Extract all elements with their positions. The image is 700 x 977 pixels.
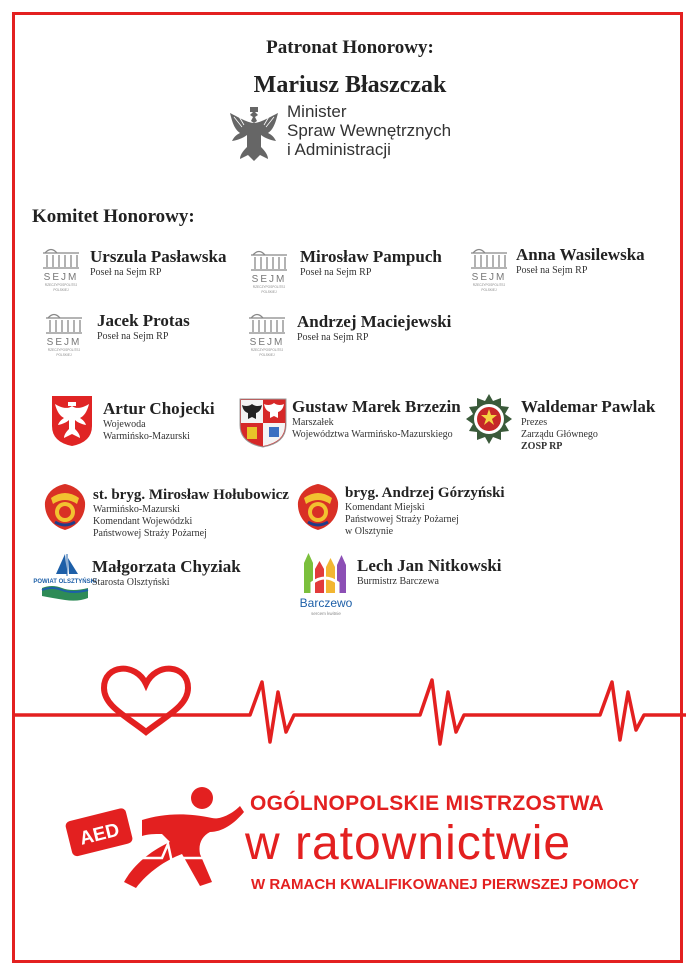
member-role: Wojewoda bbox=[103, 419, 146, 430]
member-role: Województwa Warmińsko-Mazurskiego bbox=[292, 429, 453, 440]
fire-service-emblem-icon bbox=[41, 482, 89, 532]
svg-text:RZECZYPOSPOLITEJ: RZECZYPOSPOLITEJ bbox=[47, 348, 81, 352]
member-name: Małgorzata Chyziak bbox=[92, 557, 241, 576]
member-name: Jacek Protas bbox=[97, 311, 190, 330]
member-name: bryg. Andrzej Górzyński bbox=[345, 485, 505, 501]
sejm-building-icon bbox=[245, 245, 293, 295]
barczewo-logo bbox=[296, 549, 356, 621]
member-name: Anna Wasilewska bbox=[516, 245, 645, 264]
svg-text:RZECZYPOSPOLITEJ: RZECZYPOSPOLITEJ bbox=[252, 285, 286, 289]
member-role: Państwowej Straży Pożarnej bbox=[93, 528, 207, 539]
sejm-building-icon bbox=[465, 243, 513, 293]
member-name: Artur Chojecki bbox=[103, 399, 215, 418]
sejm-logo-text: SEJM bbox=[471, 272, 507, 283]
member-role: Poseł na Sejm RP bbox=[300, 267, 372, 278]
member-role: Starosta Olsztyński bbox=[92, 577, 170, 588]
member-role: Marszałek bbox=[292, 417, 334, 428]
committee-member bbox=[521, 397, 655, 453]
committee-heading: Komitet Honorowy: bbox=[32, 206, 195, 227]
member-role: ZOSP RP bbox=[521, 441, 563, 452]
fire-service-emblem-icon bbox=[294, 482, 342, 532]
svg-text:POLSKIEJ: POLSKIEJ bbox=[481, 288, 497, 292]
committee-member bbox=[297, 312, 451, 344]
powiat-logo-text: POWIAT OLSZTYŃSKI bbox=[33, 579, 97, 585]
event-title-line2: w ratownictwie bbox=[245, 817, 572, 870]
member-role: Zarządu Głównego bbox=[521, 429, 598, 440]
sejm-logo-text: SEJM bbox=[43, 272, 79, 283]
svg-text:RZECZYPOSPOLITEJ: RZECZYPOSPOLITEJ bbox=[44, 283, 78, 287]
svg-text:RZECZYPOSPOLITEJ: RZECZYPOSPOLITEJ bbox=[250, 348, 284, 352]
sejm-logo-text: SEJM bbox=[251, 274, 287, 285]
member-name: st. bryg. Mirosław Hołubowicz bbox=[93, 487, 289, 503]
event-title-line3: W RAMACH KWALIFIKOWANEJ PIERWSZEJ POMOCY bbox=[251, 876, 640, 893]
minister-title-line: Minister bbox=[287, 102, 347, 121]
zosp-emblem-icon bbox=[462, 393, 516, 447]
powiat-olsztynski-logo bbox=[33, 552, 97, 604]
committee-member bbox=[516, 245, 645, 277]
aed-label: AED bbox=[77, 819, 122, 850]
committee-member bbox=[90, 247, 226, 279]
svg-text:POLSKIEJ: POLSKIEJ bbox=[261, 290, 277, 294]
member-role: Poseł na Sejm RP bbox=[97, 331, 169, 342]
committee-member bbox=[357, 556, 502, 588]
wojewoda-coat-of-arms-icon bbox=[50, 394, 94, 448]
committee-member bbox=[97, 311, 190, 343]
member-name: Mirosław Pampuch bbox=[300, 247, 442, 266]
patronage-heading: Patronat Honorowy: bbox=[266, 37, 434, 58]
sejm-logo-text: SEJM bbox=[249, 337, 285, 348]
member-role: Państwowej Straży Pożarnej bbox=[345, 514, 459, 525]
committee-member bbox=[92, 557, 241, 589]
svg-text:RZECZYPOSPOLITEJ: RZECZYPOSPOLITEJ bbox=[472, 283, 506, 287]
minister-title-line: i Administracji bbox=[287, 140, 391, 159]
heartbeat-line bbox=[0, 640, 700, 750]
sejm-logo bbox=[245, 245, 293, 300]
sejm-logo bbox=[37, 243, 85, 298]
member-role: Warmińsko-Mazurski bbox=[93, 504, 180, 515]
committee-member bbox=[300, 247, 442, 279]
event-title-line1: OGÓLNOPOLSKIE MISTRZOSTWA bbox=[250, 792, 604, 815]
member-role: Poseł na Sejm RP bbox=[90, 267, 162, 278]
member-role: Komendant Wojewódzki bbox=[93, 516, 193, 527]
member-role: Poseł na Sejm RP bbox=[297, 332, 369, 343]
svg-text:POLSKIEJ: POLSKIEJ bbox=[53, 288, 69, 292]
member-role: w Olsztynie bbox=[345, 526, 394, 537]
sejm-building-icon bbox=[37, 243, 85, 293]
svg-text:sercem kwitnie: sercem kwitnie bbox=[311, 611, 341, 616]
sejm-building-icon bbox=[243, 308, 291, 358]
minister-title-line: Spraw Wewnętrznych bbox=[287, 121, 452, 140]
member-role: Poseł na Sejm RP bbox=[516, 265, 588, 276]
svg-text:POLSKIEJ: POLSKIEJ bbox=[259, 353, 275, 357]
barczewo-logo-text: Barczewo bbox=[299, 596, 353, 610]
svg-text:POLSKIEJ: POLSKIEJ bbox=[56, 353, 72, 357]
committee-member bbox=[292, 397, 461, 441]
sejm-logo bbox=[243, 308, 291, 363]
member-name: Andrzej Maciejewski bbox=[297, 312, 452, 331]
member-name: Waldemar Pawlak bbox=[521, 397, 656, 416]
member-role: Prezes bbox=[521, 417, 548, 428]
sejm-logo bbox=[40, 308, 88, 363]
sejm-building-icon bbox=[40, 308, 88, 358]
committee-member bbox=[345, 485, 505, 538]
sejm-logo bbox=[465, 243, 513, 298]
member-role: Warmińsko-Mazurski bbox=[103, 431, 190, 442]
sejm-logo-text: SEJM bbox=[46, 337, 82, 348]
polish-eagle-icon bbox=[228, 105, 280, 163]
voivodeship-coat-of-arms-icon bbox=[238, 397, 288, 449]
member-role: Komendant Miejski bbox=[345, 502, 425, 513]
heart-icon bbox=[104, 669, 188, 732]
member-role: Burmistrz Barczewa bbox=[357, 576, 439, 587]
committee-member bbox=[93, 487, 289, 540]
member-name: Gustaw Marek Brzezin bbox=[292, 397, 461, 416]
member-name: Urszula Pasławska bbox=[90, 247, 227, 266]
aed-runner-logo bbox=[62, 780, 252, 900]
committee-member bbox=[103, 399, 215, 443]
minister-title bbox=[287, 102, 451, 159]
patron-name: Mariusz Błaszczak bbox=[253, 72, 447, 98]
member-name: Lech Jan Nitkowski bbox=[357, 556, 502, 575]
